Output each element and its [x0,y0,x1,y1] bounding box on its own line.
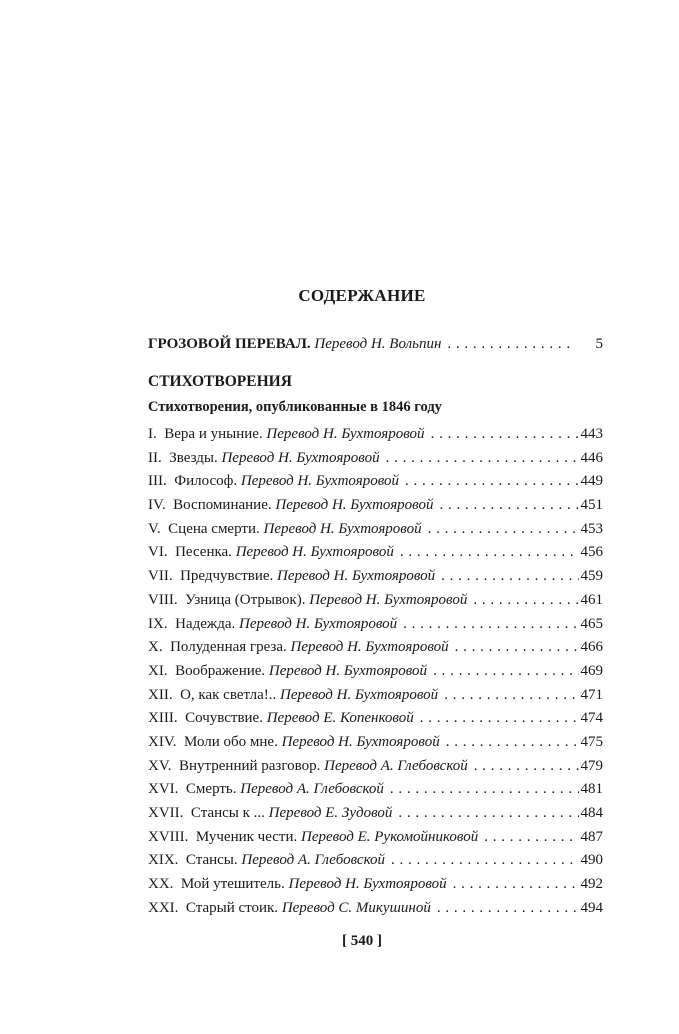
dot-leader [386,450,579,467]
entry-title: Мой утешитель. [180,876,285,893]
toc-entry [148,687,603,711]
entry-translator: Перевод С. Микушиной [281,899,431,916]
entry-translator: Перевод Е. Копенковой [266,710,414,727]
toc-entry [148,473,603,497]
entry-title: ГРОЗОВОЙ ПЕРЕВАЛ. [148,336,311,352]
entry-number: XVIII. [148,828,189,845]
entry-page: 494 [580,899,603,916]
entry-translator: Перевод Н. Бухтояровой [309,591,468,608]
entry-page: 487 [580,828,603,845]
entry-translator: Перевод Н. Бухтояровой [290,639,449,656]
entry-translator: Перевод Н. Бухтояровой [281,733,440,750]
entry-number: XXI. [148,899,179,916]
entry-translator: Перевод Е. Зудовой [268,805,393,821]
toc-entry [148,663,603,687]
entry-number: XVI. [148,781,179,798]
entry-number: IX. [148,615,168,632]
entry-translator: Перевод А. Глебовской [324,757,468,774]
entry-page: 459 [580,568,603,585]
page-title: СОДЕРЖАНИЕ [298,286,426,305]
entry-title: Песенка. [175,544,232,561]
entry-title: Стансы. [185,852,238,869]
entry-title: Мученик чести. [195,828,298,845]
entry-translator: Перевод А. Глебовской [241,852,386,869]
toc-entry [148,734,603,758]
entry-number: III. [148,473,167,490]
entry-number: VII. [148,568,173,585]
entry-number: XV. [148,757,172,774]
dot-leader [431,426,579,443]
entry-translator: Перевод Н. Бухтояровой [280,686,439,703]
entry-page: 479 [580,757,603,774]
entry-number: II. [148,449,162,466]
toc-entry [148,639,603,663]
dot-leader [391,852,578,869]
toc-entry [148,710,603,734]
entry-number: XI. [148,662,168,679]
entry-page: 461 [580,591,603,608]
toc-entry [148,450,603,474]
entry-title: Надежда. [175,615,236,632]
subsection-heading: Стихотворения, опубликованные в 1846 году [148,399,442,415]
toc-entry [148,876,603,900]
entry-number: X. [148,639,163,656]
toc-list [148,426,603,923]
toc-entry [148,497,603,521]
toc-entry [148,805,603,829]
entry-translator: Перевод Н. Бухтояровой [288,876,447,893]
dot-leader [440,497,579,514]
dot-leader [441,568,578,585]
entry-title: Сцена смерти. [168,520,260,537]
toc-entry [148,829,603,853]
entry-number: XIII. [148,710,178,727]
entry-title: Предчувствие. [180,568,274,585]
entry-page: 471 [580,686,603,703]
dot-leader [473,592,578,609]
entry-number: I. [148,426,157,442]
toc-entry [148,592,603,616]
dot-leader [444,687,578,704]
entry-page: 474 [580,710,603,727]
page-number: [ 540 ] [342,933,382,949]
dot-leader [400,544,579,561]
toc-entry [148,758,603,782]
dot-leader [447,336,573,353]
entry-number: XVII. [148,805,184,821]
toc-entry [148,781,603,805]
entry-page: 475 [580,733,603,750]
entry-title: Моли обо мне. [183,733,278,750]
dot-leader [428,521,579,538]
dot-leader [484,829,578,846]
toc-entry [148,900,603,924]
entry-title: Воспоминание. [173,497,272,514]
entry-translator: Перевод Н. Бухтояровой [275,497,434,514]
entry-page: 456 [580,544,603,561]
dot-leader [455,639,579,656]
entry-translator: Перевод Н. Вольпин [314,336,442,352]
dot-leader [405,473,578,490]
entry-translator: Перевод Н. Бухтояровой [266,426,425,442]
entry-translator: Перевод Н. Бухтояровой [221,449,380,466]
section-heading: СТИХОТВОРЕНИЯ [148,373,292,390]
dot-leader [453,876,579,893]
entry-page: 492 [580,876,603,893]
entry-translator: Перевод Н. Бухтояровой [277,568,436,585]
toc-entry [148,568,603,592]
entry-number: XII. [148,686,173,703]
dot-leader [446,734,579,751]
entry-title: Внутренний разговор. [178,757,321,774]
entry-page: 449 [580,473,603,490]
entry-title: Смерть. [185,781,237,798]
entry-translator: Перевод А. Глебовской [240,781,384,798]
entry-title: Философ. [174,473,238,490]
entry-title: Воображение. [175,662,266,679]
toc-entry [148,426,603,450]
entry-page: 446 [580,449,603,466]
dot-leader [433,663,578,680]
toc-entry [148,521,603,545]
entry-page: 466 [580,639,603,656]
entry-translator: Перевод Н. Бухтояровой [263,520,422,537]
entry-translator: Перевод Н. Бухтояровой [240,473,400,490]
entry-title: О, как светла!.. [180,686,277,703]
entry-title: Вера и уныние. [164,426,263,442]
entry-translator: Перевод Н. Бухтояровой [268,662,428,679]
entry-title: Старый стоик. [185,899,279,916]
toc-entry [148,852,603,876]
toc-main-entry [148,336,603,360]
entry-translator: Перевод Н. Бухтояровой [235,544,394,561]
entry-number: XIX. [148,852,179,869]
dot-leader [474,758,579,775]
entry-page: 469 [580,662,603,679]
entry-page: 484 [580,805,603,821]
dot-leader [437,900,579,917]
entry-translator: Перевод Е. Рукомойниковой [300,828,479,845]
entry-title: Стансы к ... [190,805,265,821]
dot-leader [420,710,579,727]
entry-number: V. [148,520,161,537]
entry-number: XIV. [148,733,177,750]
entry-title: Полуденная греза. [170,639,287,656]
toc-entry [148,544,603,568]
entry-number: VIII. [148,591,178,608]
entry-title: Узница (Отрывок). [185,591,306,608]
dot-leader [403,616,578,633]
dot-leader [390,781,579,798]
entry-translator: Перевод Н. Бухтояровой [239,615,398,632]
toc-entry [148,616,603,640]
entry-title: Сочувствие. [185,710,263,727]
entry-page: 443 [580,426,603,442]
entry-number: IV. [148,497,166,514]
entry-title: Звезды. [169,449,218,466]
entry-page: 490 [580,852,603,869]
entry-page: 453 [580,520,603,537]
entry-number: XX. [148,876,174,893]
entry-number: VI. [148,544,168,561]
entry-page: 451 [580,497,603,514]
dot-leader [398,805,578,822]
entry-page: 465 [580,615,603,632]
entry-page: 5 [595,336,603,352]
entry-page: 481 [580,781,603,798]
